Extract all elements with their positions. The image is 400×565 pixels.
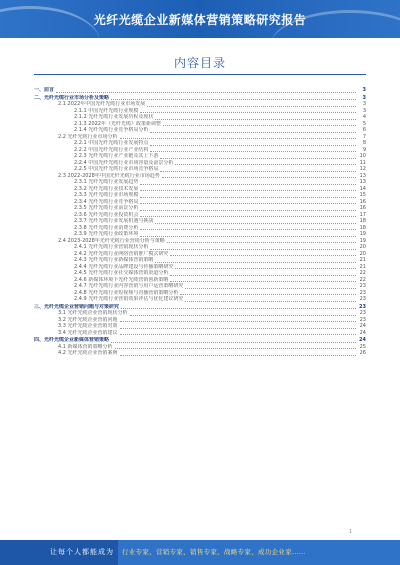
toc-entry-page: 24 [359,337,366,343]
toc-entry-page: 23 [359,289,366,296]
toc-entry-page: 17 [359,211,366,218]
toc-entry-page: 10 [359,153,366,159]
toc-entry-text: 2.2.1 中国光纤光缆行业发展特点 [74,140,149,146]
toc-leader-dots [140,229,356,230]
toc-entry-text: 2.1.2 光纤光缆行业发展历程及现状 [74,114,154,120]
toc-leader-dots [150,132,356,133]
toc-divider [34,74,366,75]
toc-entry-page: 13 [359,172,366,179]
toc-entry-page: 15 [359,192,366,198]
toc-entry-page: 23 [359,303,366,310]
toc-leader-dots [170,275,356,276]
toc-entry-page: 14 [359,185,366,192]
toc-entry-text: 2.3.2 光纤光缆行业技术发展 [74,185,139,192]
table-of-contents [34,86,366,526]
toc-entry-text: 2.3.8 光纤光缆行业消费分析 [74,224,139,231]
toc-leader-dots [155,119,356,120]
toc-entry-text: 2.3 2022-2028年中国光纤光缆行业市场趋势 [58,172,160,179]
toc-entry-text: 2.3.1 光纤光缆行业发展趋势 [74,179,139,185]
toc-leader-dots [115,348,356,349]
toc-leader-dots [120,321,356,322]
footer-bar [0,540,400,565]
toc-leader-dots [147,106,356,107]
toc-entry-page: 19 [359,237,366,244]
toc-entry-text: 2.1.4 光纤光缆行业竞争格局分析 [74,127,149,133]
toc-leader-dots [155,262,356,263]
toc-entry-text: 2.3.4 光纤光缆行业竞争格局 [74,198,139,205]
toc-leader-dots [170,281,356,282]
toc-leader-dots [162,177,356,178]
toc-leader-dots [185,301,356,302]
toc-entry-page: 3 [362,101,366,107]
toc-entry-text: 2.1.1 中国光纤光缆行业规模 [74,107,139,114]
toc-entry-text: 2.4.2 光纤光缆行业网络营销推广模式研究 [74,250,169,257]
toc-leader-dots [167,242,356,243]
toc-leader-dots [175,164,356,165]
toc-entry-page: 3 [362,94,366,101]
toc-entry-text: 2.4.7 光纤光缆行业内容营销与用户运营策略研究 [74,283,184,289]
toc-entry-page: 21 [359,257,366,263]
toc-entry-text: 四、光纤光缆企业新媒体营销策略 [34,337,110,343]
report-title: 光纤光缆企业新媒体营销策略研究报告 [93,13,307,27]
footer-slogan: 让每个人都能成为 [50,548,114,556]
toc-entry-page: 18 [359,218,366,224]
toc-entry-text: 2.2.2 中国光纤光缆行业产业结构 [74,146,149,153]
toc-leader-dots [175,268,356,269]
toc-entry-text: 2.3.5 光纤光缆行业前景分析 [74,205,139,211]
toc-entry-text: 2.3.6 光纤光缆行业投资机会 [74,211,139,218]
toc-leader-dots [150,249,356,250]
toc-entry-text: 3.3 光纤光缆企业营销对策 [58,323,118,329]
toc-heading: 内容目录 [173,56,226,70]
toc-entry[interactable] [34,330,366,337]
toc-entry-text: 一、前言 [34,87,55,93]
toc-entry-text: 2.3.7 光纤光缆行业发展机遇与挑战 [74,218,154,224]
toc-entry-text: 2.4.4 光纤光缆行业品牌建设与传播策略研究 [74,263,174,270]
footer-tagline: 行业专家、营销专家、销售专家、战略专家、成功企业家…… [122,548,306,556]
toc-entry[interactable] [34,296,366,303]
toc-entry-text: 2.4.9 光纤光缆行业营销效果评估与优化建议研究 [74,296,184,302]
toc-entry-page: 5 [362,120,366,127]
toc-leader-dots [140,197,356,198]
toc-leader-dots [140,190,356,191]
toc-entry-page: 8 [362,140,366,146]
toc-entry-page: 13 [359,179,366,185]
toc-entry-page: 9 [362,146,366,153]
toc-leader-dots [120,138,356,139]
toc-leader-dots [120,355,356,356]
toc-entry-page: 20 [359,244,366,250]
toc-leader-dots [155,223,356,224]
toc-leader-dots [111,99,356,100]
toc-entry-text: 3.1 光纤光缆企业营销现状分析 [58,310,128,316]
toc-leader-dots [121,308,356,309]
toc-entry-text: 3.2 光纤光缆企业营销问题 [58,316,118,323]
toc-leader-dots [56,92,356,93]
toc-entry-text: 2.2.4 中国光纤光缆行业市场容量及前景分析 [74,159,174,166]
toc-leader-dots [160,158,356,159]
toc-entry-text: 2.3.9 光纤光缆行业政策环境 [74,231,139,237]
toc-leader-dots [120,328,356,329]
toc-entry-page: 22 [359,276,366,283]
toc-entry[interactable] [34,87,366,94]
toc-entry-page: 24 [359,323,366,329]
toc-entry-text: 2.4.8 光纤光缆行业短视频与直播营销策略分析 [74,289,179,296]
toc-entry-page: 3 [362,87,366,93]
toc-entry-text: 二、光纤光缆行业市场分析及策略 [34,94,110,101]
toc-entry-page: 23 [359,316,366,323]
page-number: 1 [348,529,352,535]
toc-leader-dots [150,151,356,152]
toc-entry-page: 16 [359,205,366,211]
toc-leader-dots [120,334,356,335]
toc-entry-text: 2.4.6 新媒体环境下光纤光缆营销创新策略 [74,276,169,283]
toc-leader-dots [150,145,356,146]
toc-entry-page: 12 [359,166,366,172]
toc-entry-page: 21 [359,263,366,270]
toc-entry-text: 2.3.3 光纤光缆行业市场规模 [74,192,139,198]
toc-entry-page: 18 [359,224,366,231]
toc-entry-page: 16 [359,198,366,205]
toc-entry-text: 4.2 光纤光缆企业营销案例 [58,350,118,356]
toc-leader-dots [140,236,356,237]
toc-leader-dots [160,171,356,172]
toc-entry-text: 2.1 2022年中国光纤光缆行业市场发展 [58,101,146,107]
toc-entry-text: 2.4.1 光纤光缆行业营销现状分析 [74,244,149,250]
toc-leader-dots [140,203,356,204]
toc-entry-page: 11 [359,159,366,166]
toc-leader-dots [130,315,356,316]
toc-leader-dots [111,342,356,343]
toc-entry-page: 23 [359,283,366,289]
toc-entry-page: 25 [359,343,366,350]
toc-entry-text: 3.4 光纤光缆企业营销建议 [58,329,118,336]
toc-leader-dots [140,184,356,185]
toc-entry-text: 2.2.3 光纤光缆行业产业链及其上下游 [74,153,159,159]
toc-entry-page: 4 [362,114,366,120]
toc-leader-dots [140,216,356,217]
toc-entry-page: 24 [359,329,366,336]
toc-entry-text: 2.4.5 光纤光缆行业社交媒体营销渠道分析 [74,270,169,276]
toc-entry-page: 3 [362,107,366,114]
toc-entry[interactable] [34,350,366,357]
toc-entry-page: 20 [359,250,366,257]
toc-entry-text: 三、光纤光缆企业营销问题与对策研究 [34,303,120,310]
toc-entry-page: 22 [359,270,366,276]
toc-entry-text: 4.1 新媒体营销策略分析 [58,343,113,350]
toc-entry-text: 2.2 光纤光缆行业市场分析 [58,133,118,140]
toc-entry-text: 2.2.5 中国光纤光缆行业市场竞争格局 [74,166,159,172]
toc-entry-text: 2.1.3 2022年《光纤光缆》政策新调整 [74,120,162,127]
toc-leader-dots [180,294,356,295]
toc-entry-text: 2.4.3 光纤光缆行业新媒体营销策略 [74,257,154,263]
toc-leader-dots [170,255,356,256]
toc-leader-dots [163,125,356,126]
header-banner [0,0,400,38]
toc-entry-page: 19 [359,231,366,237]
toc-entry-page: 26 [359,350,366,356]
toc-entry-page: 6 [362,127,366,133]
toc-leader-dots [140,112,356,113]
toc-leader-dots [140,210,356,211]
toc-entry-text: 2.4 2023-2028年光纤光缆行业营销分析与策略 [58,237,165,244]
toc-entry-page: 23 [359,310,366,316]
toc-entry-page: 23 [359,296,366,302]
toc-leader-dots [185,288,356,289]
toc-entry-page: 7 [362,133,366,140]
